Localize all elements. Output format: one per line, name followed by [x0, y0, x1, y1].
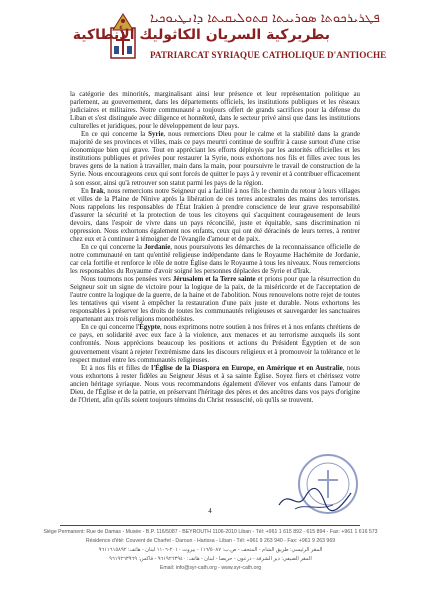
paragraph-text: et prions pour que la résurrection du Seigneur soit un signe de victoire pour la logique de la paix, de la miséricorde et de l'acceptation de l'autre contre la logique de la guerre, de la haine et de l'abolition. Nous renouvelons notre rejet de toutes les tentatives qui visent à empêcher la restauration d'une paix juste et durable. Nous exhortons les responsables à préserver les droits de toutes les communautés religieuses et sauvegarder les sanctuaires appartenant aux trois religions monothéistes.: [70, 275, 360, 324]
paragraph-text: la catégorie des minorités, marginalisant ainsi leur présence et leur représentation politique au parlement, au gouvernement, dans les départements officiels, les institutions publiques et les réseaux judiciaires et militaires. Notre communauté a toujours offert de grands sacrifices pour la défense du Liban et s'est distinguée avec diligence et honnêteté, dans le secteur privé ainsi que dans les institutions culturelles et juridiques, pour le développement de leur pays.: [70, 90, 360, 131]
footer-divider: [60, 525, 360, 526]
paragraph-text: , nous vous exhortons à rester fidèles au Seigneur Jésus et à sa sainte Église. Soyez fiers et chérissez votre ancien héritage syriaque. Nous vous recommandons également d'élever vos enfants dans l'amour de Dieu, de l'Église et de la patrie, en préservant l'héritage des pères et des ancêtres dans vos pays d'origine de l'Orient, afin qu'ils soient toujours témoins du Christ ressuscité, où qu'ils se trouvent.: [70, 363, 360, 404]
paragraph-text: , nous poursuivons les démarches de la reconnaissance officielle de notre communauté en tant qu'entité religieuse indépendante dans le Royaume Hachémite de Jordanie, car cela fortifie et renforce le rôle de notre Église dans le Royaume à tous les niveaux. Nous remercions les responsables du Royaume d'avoir soigné les personnes déplacées de Syrie et d'Irak.: [70, 242, 360, 276]
paragraph-iraq: [70, 187, 360, 243]
paragraph-egypt: [70, 323, 360, 363]
paragraph-holy-land: [70, 275, 360, 323]
paragraph-text: En ce qui concerne la: [81, 242, 145, 251]
paragraph-lebanon-end: [70, 90, 360, 130]
country-name: Syrie: [148, 130, 164, 139]
paragraph-text: En ce qui concerne l': [81, 323, 140, 332]
french-title: PATRIARCAT SYRIAQUE CATHOLIQUE D'ANTIOCHE: [150, 50, 387, 60]
handwritten-signature-icon: [275, 485, 355, 513]
footer: [0, 528, 421, 573]
footer-contact-line[interactable]: Email: info@syr-cath.org - www.syr-cath.org: [159, 565, 262, 571]
syriac-title: ܦܛܪܝܪܟܘܬܐ ܣܘܪܝܝܬܐ ܩܬܘܠܝܩܝܬܐ ܕܐܢܛܝܘܟܝܐ: [150, 11, 380, 26]
footer-arabic-summer-line: المقر الصيفي: دير الشرفة - درعون - حريصا - لبنان - هاتف: ٩٦١٩٢٦٣٩٤٠ - فاكس: ٩٦١٩٢٦٣٩٦٩: [109, 556, 312, 562]
paragraph-text: En: [81, 186, 91, 195]
footer-address-line: Siège Permanent: Rue de Damas - Musée - B.P. 116/5087 - BEYROUTH 1106-2010 Liban - Tél: +961 1 615 892 - 615 894 - Fax: +961 1 616 573: [43, 529, 378, 535]
country-name: Irak: [90, 186, 104, 195]
paragraph-text: , nous exprimons notre soutien à nos frères et à nos enfants chrétiens de ce pays, en solidarité avec eux face à la violence, aux menaces et au terrorisme auxquels ils sont confrontés. Nous apprécions beaucoup les positions et actions du Président Égyptien et de son gouvernement visant à rejeter l'extrémisme dans les discours religieux et à promouvoir la tolérance et le respect mutuel entre les communautés religieuses.: [70, 323, 360, 364]
country-name: Égypte: [139, 323, 161, 332]
country-name: Jérusalem et la Terre sainte: [172, 275, 256, 284]
paragraph-text: Et à nos fils et filles de: [81, 363, 152, 372]
paragraph-text: , nous remercions notre Seigneur qui a facilité à nos fils le chemin du retour à leurs villages et villes de la Plaine de Ninive après la libération de ces terres ancestrales des mains des terroristes. Nous rappelons les responsables de l'État Irakien à prendre conscience de leur grave responsabilité d'assurer la sécurité et la protection de tous les citoyens qui s'acquittent courageusement de leurs devoirs, dans l'espoir de vivre dans un pays réconcilié, juste et équitable, sans discrimination ni oppression. Nous exhortons également nos enfants, ceux qui ont été déracinés de leurs terres, à rentrer chez eux et à continuer à témoigner de l'évangile d'amour et de paix.: [70, 186, 360, 243]
letterhead: [0, 0, 421, 90]
diaspora-name: l'Église de la Diaspora en Europe, en Amérique et en Australie: [151, 363, 343, 372]
arabic-title: بطريركية السريان الكاثوليك الأنطاكية: [72, 27, 330, 43]
footer-summer-address-line: Résidence d'été: Couvent de Charfet - Daroun - Harissa - Liban - Tél: +961 9 263 940 - Fax: +961 9 263 969: [85, 538, 336, 544]
country-name: Jordanie: [144, 242, 171, 251]
paragraph-text: , nous remercions Dieu pour le calme et la stabilité dans la grande majorité de ses provinces et villes, mais ce pays meurtri continue de souffrir à cause surtout d'une crise économique bien qui grave. Tout en appréciant les efforts déployés par les autorités officielles et les institutions publiques et privées pour restaurer la Syrie, nous exhortons nos fils et filles avec tous les braves gens de la nation à travailler, main dans la main, pour poursuivre le travail de construction de la Syrie. Nous encourageons ceux qui sont forcés de quitter le pays à y revenir et à contribuer efficacement à son essor, ainsi qu'à retrouver son statut parmi les pays de la région.: [70, 130, 360, 187]
paragraph-diaspora: [70, 364, 360, 404]
page-number: 4: [208, 507, 212, 515]
paragraph-text: Nous tournons nos pensées vers: [81, 275, 173, 284]
letter-body: [70, 90, 360, 404]
footer-arabic-address-line: المقر الرئيسي: طريق الشام - المتحف - ص.ب: ١١٦/٥٠٨٧ - بيروت ٢٠١٠-١١٠٦ لبنان - هاتف: ٩٦١١٦١٥٨٩٢: [98, 547, 323, 553]
paragraph-text: En ce qui concerne la: [81, 130, 149, 139]
paragraph-syria: [70, 130, 360, 186]
paragraph-jordan: [70, 243, 360, 275]
